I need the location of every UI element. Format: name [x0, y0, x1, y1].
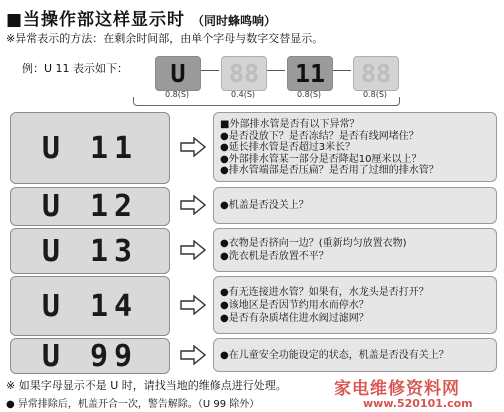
description-u99: [213, 338, 497, 372]
description-line: ●衣物是否挤向一边？(重新均匀放置衣物): [220, 238, 407, 249]
watermark-url: www.520101.com: [363, 397, 473, 410]
description-line: ■外部排水管是否有以下异常？: [220, 119, 360, 130]
arrow-right-icon: [180, 137, 206, 157]
arrow-right-icon: [180, 345, 206, 365]
sequence-connector: [267, 70, 285, 71]
cycle-loop-line: [133, 97, 400, 106]
description-u12: [213, 187, 497, 224]
watermark-text: 家电维修资料网: [334, 379, 460, 399]
description-line: ●排水管端部是否压扁？是否用了过细的排水管？: [220, 165, 439, 176]
example-time-2: 0.4(S): [230, 90, 256, 99]
error-code-u14: U 14: [10, 276, 170, 336]
description-u14: [213, 276, 497, 334]
footer-note-1: ※ 如果字母显示不是 U 时，请找当地的维修点进行处理。: [6, 379, 287, 392]
description-line: ●该地区是否因节约用水而停水？: [220, 299, 369, 311]
description-line: ●在儿童安全功能设定的状态，机盖是否没有关上？: [220, 349, 449, 361]
description-line: ●有无连接进水管？如果有，水龙头是否打开？: [220, 286, 429, 298]
example-time-1: 0.8(S): [164, 90, 190, 99]
example-label: 例：U 11 表示如下：: [22, 62, 129, 75]
description-line: ●机盖是否没关上？: [220, 200, 309, 211]
title-subtitle: （同时蜂鸣响）: [191, 14, 276, 28]
error-code-u13: U 13: [10, 228, 170, 274]
arrow-right-icon: [180, 240, 206, 260]
example-frame-2: 88: [221, 56, 267, 91]
description-line: ●是否没放下？是否冻结？是否有线网堵住？: [220, 130, 419, 142]
description-line: ●外部排水管某一部分是否降起10厘米以上？: [220, 153, 422, 165]
footer-note-2: ● 异常排除后，机盖开合一次，警告解除。（U 99 除外）: [6, 399, 260, 410]
example-time-4: 0.8(S): [362, 90, 388, 99]
error-code-u99: U 99: [10, 338, 170, 374]
sequence-connector: [333, 70, 351, 71]
description-u11: [213, 112, 497, 182]
method-note: ※异常表示的方法：在剩余时间部，由单个字母与数字交替显示。: [6, 32, 324, 45]
description-line: ●是否有杂质堵住进水阀过滤网？: [220, 312, 369, 324]
page-title: [6, 5, 276, 30]
example-time-3: 0.8(S): [296, 90, 322, 99]
example-frame-1: U: [155, 56, 201, 91]
error-code-u12: U 12: [10, 187, 170, 226]
sequence-connector: [201, 70, 219, 71]
arrow-right-icon: [180, 195, 206, 215]
example-frame-3: 11: [287, 56, 333, 91]
description-line: ●洗衣机是否放置不平？: [220, 251, 329, 262]
title-text: ■当操作部这样显示时: [6, 10, 186, 30]
description-line: ●延长排水管是否超过3米长？: [220, 142, 356, 153]
arrow-right-icon: [180, 295, 206, 315]
example-frame-4: 88: [353, 56, 399, 91]
description-u13: [213, 228, 497, 272]
error-code-u11: U 11: [10, 112, 170, 184]
